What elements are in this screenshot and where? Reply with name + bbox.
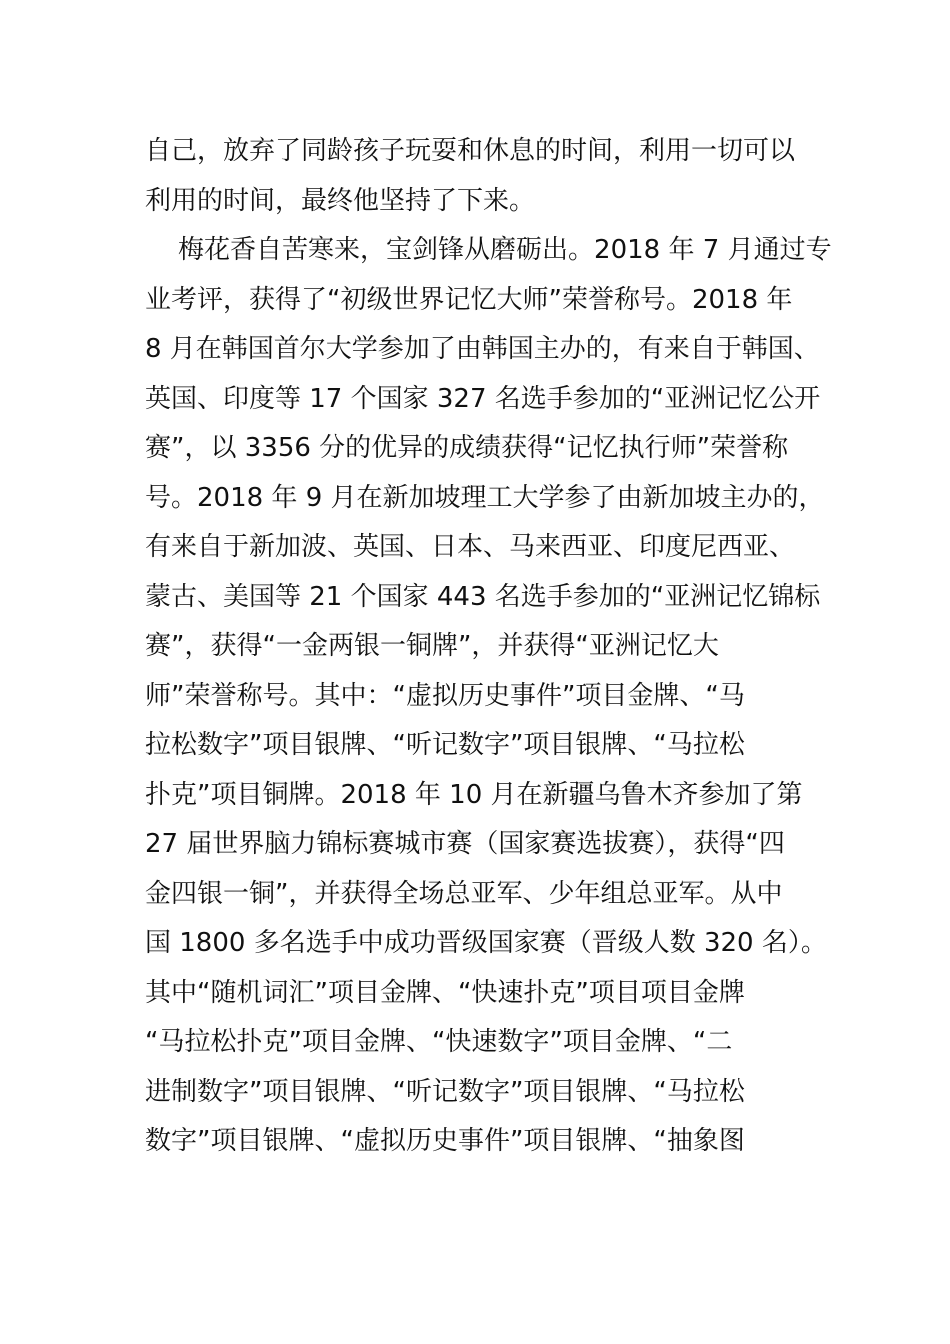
- text-line: 梅花香自苦寒来，宝剑锋从磨砺出。2018 年 7 月通过专: [145, 235, 832, 265]
- text-line: “马拉松扑克”项目金牌、“快速数字”项目金牌、“二: [145, 1027, 733, 1057]
- text-line: 金四银一铜”，并获得全场总亚军、少年组总亚军。从中: [145, 878, 783, 909]
- text-line: 号。2018 年 9 月在新加坡理工大学参了由新加坡主办的，: [145, 482, 825, 513]
- text-line: 利用的时间，最终他坚持了下来。: [145, 185, 536, 216]
- body-text: [145, 127, 832, 1167]
- text-line: 进制数字”项目银牌、“听记数字”项目银牌、“马拉松: [145, 1076, 745, 1107]
- text-line: 27 届世界脑力锦标赛城市赛（国家赛选拔赛），获得“四: [145, 829, 785, 859]
- text-line: 有来自于新加波、英国、日本、马来西亚、印度尼西亚、: [145, 532, 796, 562]
- text-line: 赛”，获得“一金两银一铜牌”，并获得“亚洲记忆大: [145, 631, 719, 661]
- text-line: 扑克”项目铜牌。2018 年 10 月在新疆乌鲁木齐参加了第: [145, 779, 803, 810]
- text-line: 国 1800 多名选手中成功晋级国家赛（晋级人数 320 名）。: [145, 928, 827, 958]
- text-line: 其中“随机词汇”项目金牌、“快速扑克”项目项目金牌: [145, 977, 745, 1008]
- text-line: 8 月在韩国首尔大学参加了由韩国主办的，有来自于韩国、: [145, 334, 820, 364]
- text-line: 数字”项目银牌、“虚拟历史事件”项目银牌、“抽象图: [145, 1126, 745, 1156]
- text-line: 自己，放弃了同龄孩子玩耍和休息的时间，利用一切可以: [145, 136, 796, 166]
- text-line: 拉松数字”项目银牌、“听记数字”项目银牌、“马拉松: [145, 730, 745, 760]
- text-line: 业考评，获得了“初级世界记忆大师”荣誉称号。2018 年: [145, 284, 793, 315]
- text-line: 师”荣誉称号。其中：“虚拟历史事件”项目金牌、“马: [145, 680, 745, 711]
- text-line: 蒙古、美国等 21 个国家 443 名选手参加的“亚洲记忆锦标: [145, 581, 821, 612]
- text-line: 赛”，以 3356 分的优异的成绩获得“记忆执行师”荣誉称: [145, 433, 789, 463]
- text-line: 英国、印度等 17 个国家 327 名选手参加的“亚洲记忆公开: [145, 383, 821, 414]
